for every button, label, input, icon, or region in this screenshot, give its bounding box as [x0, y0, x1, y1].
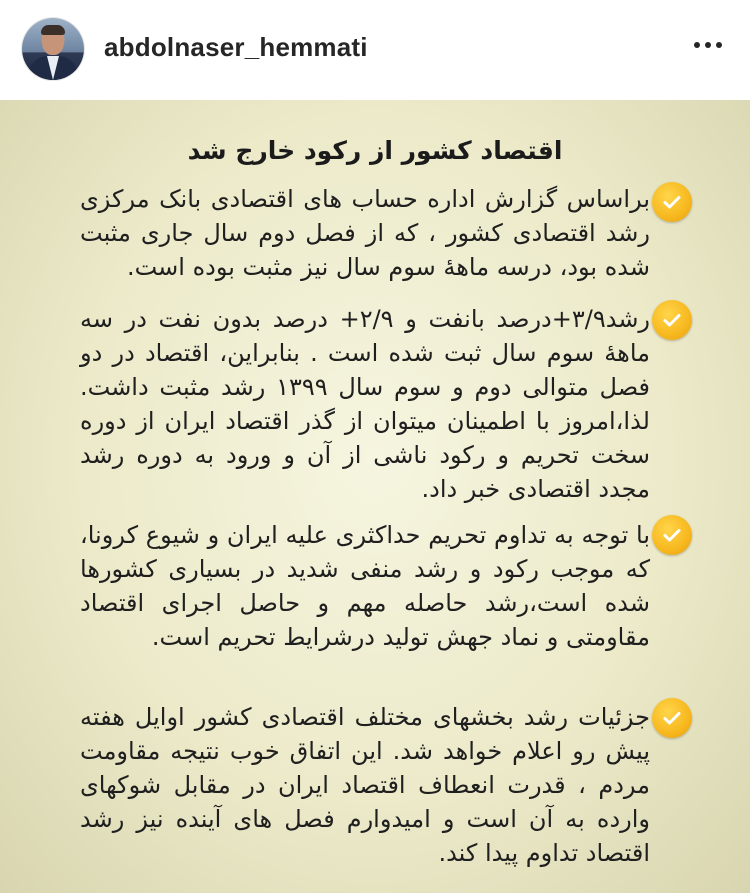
bullet-3-text: با توجه به تداوم تحریم حداکثری علیه ایران و شیوع کرونا، که موجب رکود و رشد منفی شدید در بسیاری کشورها شده است،رشد حاصله مهم و حاصل اجرای اقتصاد مقاومتی و نماد جهش تولید درشرایط تحریم است. [80, 521, 650, 651]
bullet-1-text: براساس گزارش اداره حساب های اقتصادی بانک مرکزی رشد اقتصادی کشور ، که از فصل دوم سال جاری مثبت شده بود، درسه ماههٔ سوم سال نیز مثبت بوده است. [80, 185, 650, 281]
username[interactable]: abdolnaser_hemmati [104, 32, 368, 62]
avatar[interactable] [22, 18, 84, 80]
post-image [0, 100, 750, 893]
check-circle-icon [652, 698, 692, 738]
bullet-2-text: رشد۳/۹+درصد بانفت و ۲/۹+ درصد بدون نفت در سه ماههٔ سوم سال ثبت شده است . بنابراین، اقتصاد در دو فصل متوالی دوم و سوم سال ۱۳۹۹ رشد مثبت داشت. لذا،امروز با اطمینان میتوان از گذر اقتصاد ایران از دوره سخت تحریم و رکود ناشی از آن و ورود به دوره رشد مجدد اقتصادی خبر داد. [80, 305, 651, 503]
post-header [0, 0, 750, 100]
post-title: اقتصاد کشور از رکود خارج شد [187, 136, 563, 165]
check-circle-icon [652, 515, 692, 555]
check-circle-icon [652, 300, 692, 340]
more-horizontal-icon[interactable] [694, 42, 722, 48]
bullet-4-text: جزئیات رشد بخشهای مختلف اقتصادی کشور اوایل هفته پیش رو اعلام خواهد شد. این اتفاق خوب نتیجه مقاومت مردم ، قدرت انعطاف اقتصاد ایران در مقابل شوکهای وارده به آن است و امیدوارم فصل های آینده نیز رشد اقتصاد تداوم پیدا کند. [80, 703, 650, 867]
check-circle-icon [652, 182, 692, 222]
